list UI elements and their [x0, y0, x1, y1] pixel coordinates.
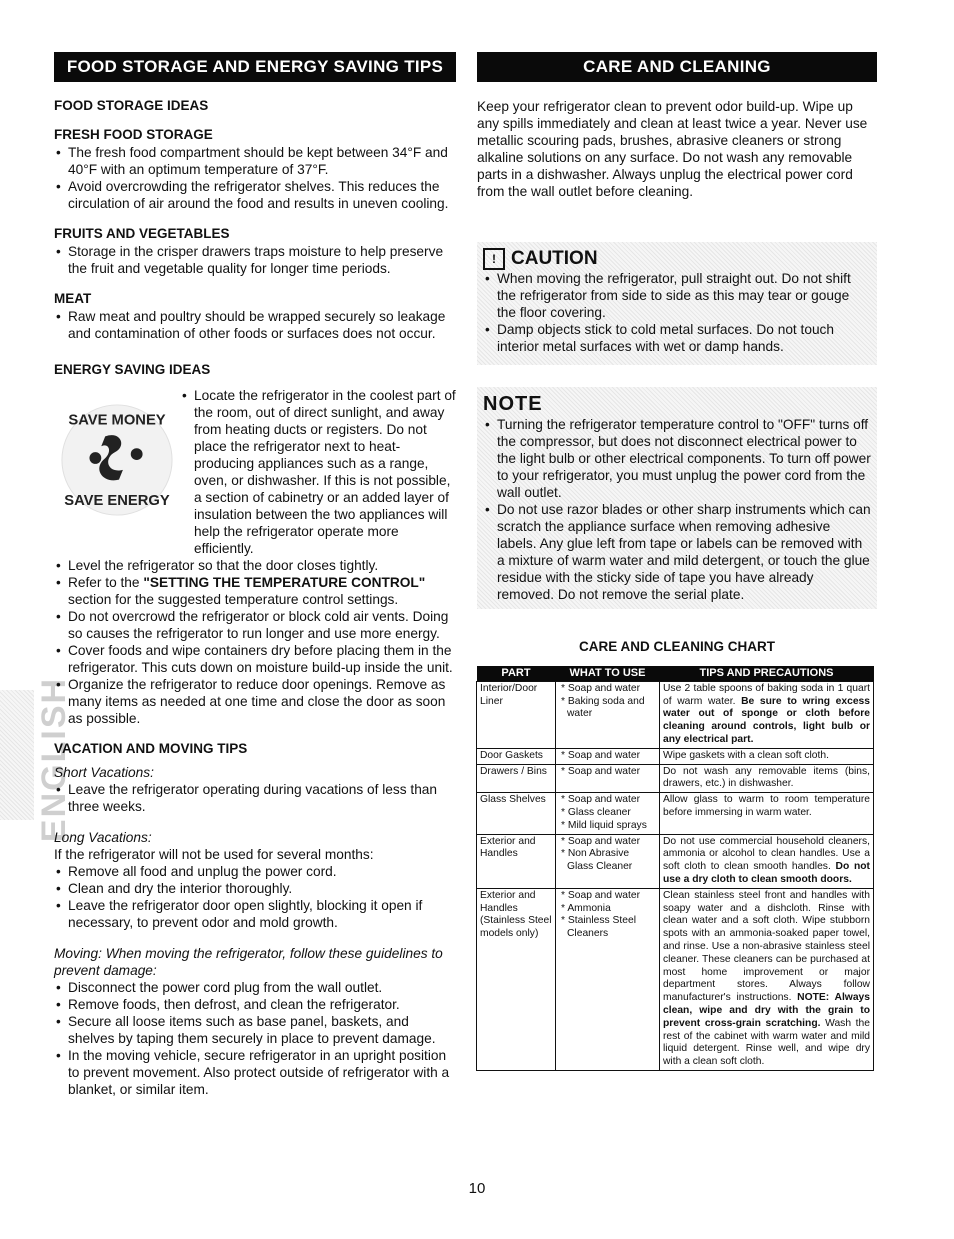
- use-item: * Soap and water: [561, 765, 641, 777]
- save-money-save-energy-logo: [58, 401, 176, 519]
- table-row: [477, 764, 874, 793]
- what-to-use-cell: [556, 764, 660, 793]
- part-cell: Glass Shelves: [477, 793, 556, 834]
- list-item: • Organize the refrigerator to reduce door openings. Remove as many items as needed at one time and close the door as soon as possible.: [54, 676, 456, 727]
- language-tab: [0, 676, 74, 843]
- note-list: [483, 416, 871, 603]
- table-row: [477, 681, 874, 748]
- list-item: • Refer to the "SETTING THE TEMPERATURE CONTROL" section for the suggested temperature control settings.: [54, 574, 456, 608]
- right-column: [477, 52, 877, 1071]
- list-item: • Storage in the crisper drawers traps moisture to help preserve the fruit and vegetable quality for longer time periods.: [54, 243, 456, 277]
- care-cleaning-banner: CARE AND CLEANING: [477, 52, 877, 82]
- caution-title: [483, 248, 871, 270]
- moving-label: Moving: When moving the refrigerator, follow these guidelines to prevent damage:: [54, 946, 443, 978]
- list-item: • Locate the refrigerator in the coolest part of the room, out of direct sunlight, and away from heating ducts or registers. Do not place the refrigerator next to heat-producing appliances such as a range, oven, or dishwasher. If this is not possible, a section of cabinetry or an added layer of insulation between the two appliances will help the refrigerator operate more efficiently.: [180, 387, 456, 557]
- table-row: [477, 793, 874, 834]
- list-item: • Level the refrigerator so that the door closes tightly.: [54, 557, 456, 574]
- what-to-use-cell: [556, 888, 660, 1070]
- what-to-use-cell: [556, 793, 660, 834]
- use-item: * Non Abrasive Glass Cleaner: [561, 848, 633, 873]
- energy-list: [54, 557, 456, 727]
- tips-cell: Allow glass to warm to room temperature before immersing in warm water.: [660, 793, 874, 834]
- use-item: * Stainless Steel Cleaners: [561, 915, 636, 940]
- part-cell: Exterior and Handles (Stainless Steel models only): [477, 888, 556, 1070]
- page-number: 10: [468, 1180, 486, 1197]
- part-cell: Door Gaskets: [477, 748, 556, 764]
- use-item: * Mild liquid sprays: [561, 819, 647, 831]
- language-tab-label: ENGLISH: [35, 676, 74, 843]
- part-cell: Exterior and Handles: [477, 834, 556, 888]
- meat-list: [54, 308, 456, 342]
- use-item: * Baking soda and water: [561, 695, 645, 720]
- list-item: • Disconnect the power cord plug from the wall outlet.: [54, 979, 456, 996]
- what-to-use-cell: [556, 681, 660, 748]
- list-item: • The fresh food compartment should be kept between 34°F and 40°F with an optimum temperature of 37°F.: [54, 144, 456, 178]
- list-item: • Remove foods, then defrost, and clean the refrigerator.: [54, 996, 456, 1013]
- food-storage-ideas-heading: FOOD STORAGE IDEAS: [54, 98, 209, 113]
- use-item: * Soap and water: [561, 889, 641, 901]
- long-vacations-intro: If the refrigerator will not be used for several months:: [54, 847, 374, 862]
- tips-cell: Clean stainless steel front and handles with soapy water and a dishcloth. Rinse with clean water and a soft cloth. Wipe stubborn spots with an ammonia-soaked paper towel, and rinse. Use a non-abrasive stainless steel cleaner. These cleaners can be purchased at most home improvement or major department stores. Always follow manufacturer's instructions. NOTE: Always clean, wipe and dry with the grain to prevent cross-grain scratching. Wash the rest of the cabinet with warm water and mild liquid detergent. Rinse well, and wipe dry with a clean soft cloth.: [660, 888, 874, 1070]
- what-to-use-cell: [556, 834, 660, 888]
- caution-box: [477, 242, 877, 365]
- list-item: • Leave the refrigerator door open slightly, blocking it open if necessary, to prevent odor and mold growth.: [54, 897, 456, 931]
- svg-text:SAVE ENERGY: SAVE ENERGY: [64, 493, 170, 510]
- list-item: • Raw meat and poultry should be wrapped securely so leakage and contamination of other foods or surfaces does not occur.: [54, 308, 456, 342]
- list-item: • Cover foods and wipe containers dry before placing them in the refrigerator. This cuts down on moisture build-up inside the unit.: [54, 642, 456, 676]
- part-cell: Interior/Door Liner: [477, 681, 556, 748]
- energy-saving-heading: ENERGY SAVING IDEAS: [54, 362, 211, 377]
- energy-section: [54, 387, 456, 727]
- part-cell: Drawers / Bins: [477, 764, 556, 793]
- note-title: NOTE: [483, 393, 543, 415]
- tips-cell: Do not wash any removable items (bins, drawers, etc.) in dishwasher.: [660, 764, 874, 793]
- care-cleaning-table: [476, 666, 874, 1071]
- list-item: • Avoid overcrowding the refrigerator shelves. This reduces the circulation of air around the food and results in uneven cooling.: [54, 178, 456, 212]
- what-to-use-cell: [556, 748, 660, 764]
- use-item: * Soap and water: [561, 794, 641, 806]
- table-row: [477, 748, 874, 764]
- table-body: [477, 681, 874, 1070]
- use-item: * Soap and water: [561, 682, 641, 694]
- long-vacations-list: [54, 863, 456, 931]
- list-item: • Secure all loose items such as base panel, baskets, and shelves by taping them securely in place to prevent damage.: [54, 1013, 456, 1047]
- caution-label: CAUTION: [511, 248, 598, 269]
- svg-text:SAVE MONEY: SAVE MONEY: [68, 412, 166, 429]
- column-header: PART: [477, 666, 556, 681]
- long-vacations-label: Long Vacations:: [54, 830, 152, 845]
- use-item: * Glass cleaner: [561, 806, 631, 818]
- tips-cell: Use 2 table spoons of baking soda in 1 quart of warm water. Be sure to wring excess water out of sponge or cloth before cleaning around controls, light bulb or any electrical part.: [660, 681, 874, 748]
- use-item: * Ammonia: [561, 902, 611, 914]
- tips-cell: Do not use commercial household cleaners, ammonia or alcohol to clean handles. Use a soft cloth to clean smooth handles. Do not use a dry cloth to clean smooth doors.: [660, 834, 874, 888]
- short-vacations-list: [54, 781, 456, 815]
- use-item: * Soap and water: [561, 835, 641, 847]
- fruits-heading: FRUITS AND VEGETABLES: [54, 226, 230, 241]
- list-item: • Clean and dry the interior thoroughly.: [54, 880, 456, 897]
- fresh-food-list: [54, 144, 456, 212]
- list-item: • Remove all food and unplug the power cord.: [54, 863, 456, 880]
- column-header: WHAT TO USE: [556, 666, 660, 681]
- caution-list: [483, 270, 871, 355]
- tips-cell: Wipe gaskets with a clean soft cloth.: [660, 748, 874, 764]
- table-row: [477, 888, 874, 1070]
- left-column: [54, 52, 456, 1098]
- list-item: • Do not use razor blades or other sharp instruments which can scratch the appliance surface when removing adhesive labels. Any glue left from tape or labels can be removed with a mixture of warm water and mild detergent, or touch the glue residue with the sticky side of tape you have already removed. Do not remove the serial plate.: [483, 501, 871, 603]
- list-item: • When moving the refrigerator, pull straight out. Do not shift the refrigerator from side to side as this may tear or gouge the floor covering.: [483, 270, 871, 321]
- moving-list: [54, 979, 456, 1098]
- list-item: • Do not overcrowd the refrigerator or block cold air vents. Doing so causes the refrigerator to run longer and use more energy.: [54, 608, 456, 642]
- fresh-food-heading: FRESH FOOD STORAGE: [54, 127, 213, 142]
- fruits-list: [54, 243, 456, 277]
- meat-heading: MEAT: [54, 291, 92, 306]
- short-vacations-label: Short Vacations:: [54, 765, 154, 780]
- warning-icon: !: [483, 248, 505, 270]
- use-item: * Soap and water: [561, 749, 641, 761]
- table-row: [477, 834, 874, 888]
- food-storage-banner: FOOD STORAGE AND ENERGY SAVING TIPS: [54, 52, 456, 82]
- care-intro: Keep your refrigerator clean to prevent odor build-up. Wipe up any spills immediately and clean at least twice a year. Never use metallic scouring pads, brushes, abrasive cleaners or strong alkaline solutions on any surface. Do not wash any removable parts in a dishwasher. Always unplug the electrical power cord from the wall outlet before cleaning.: [477, 99, 868, 199]
- list-item: • In the moving vehicle, secure refrigerator in an upright position to prevent movement. Also protect outside of refrigerator with a blanket, or similar item.: [54, 1047, 456, 1098]
- list-item: • Leave the refrigerator operating during vacations of less than three weeks.: [54, 781, 456, 815]
- list-item: • Damp objects stick to cold metal surfaces. Do not touch interior metal surfaces with wet or damp hands.: [483, 321, 871, 355]
- column-header: TIPS AND PRECAUTIONS: [660, 666, 874, 681]
- vacation-heading: VACATION AND MOVING TIPS: [54, 741, 248, 756]
- list-item: • Turning the refrigerator temperature control to "OFF" turns off the compressor, but does not disconnect electrical power to the light bulb or other electrical components. To turn off power to your refrigerator, you must unplug the power cord from the wall outlet.: [483, 416, 871, 501]
- chart-title: CARE AND CLEANING CHART: [579, 639, 775, 654]
- table-header-row: [477, 666, 874, 681]
- note-box: [477, 387, 877, 609]
